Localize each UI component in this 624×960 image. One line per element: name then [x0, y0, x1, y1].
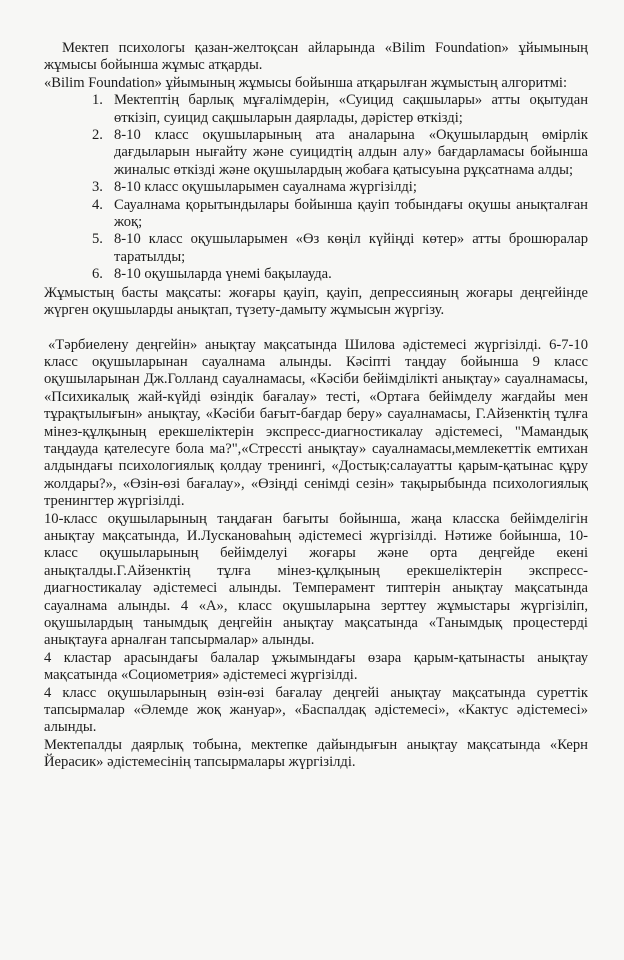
list-item: [92, 266, 588, 283]
goal-paragraph: Жұмыстың басты мақсаты: жоғары қауіп, қауіп, депрессияның жоғары деңгейінде жүрген оқушыларды анықтап, түзету-дамыту жұмысын жүргізу.: [44, 284, 588, 319]
list-number: 2.: [92, 127, 103, 144]
list-item: [92, 92, 588, 127]
list-text: 8-10 класс оқушыларымен «Өз көңіл күйіңді көтер» атты брошюралар таратылды;: [114, 231, 588, 265]
list-number: 3.: [92, 179, 103, 196]
intro-section: [44, 40, 588, 92]
algorithm-heading: «Bilim Foundation» ұйымының жұмысы бойынша атқарылған жұмыстың алгоритмі:: [44, 74, 568, 91]
list-item: [92, 196, 588, 232]
methods-paragraph: 4 класс оқушыларының өзін-өзі бағалау деңгейі анықтау мақсатында суреттік тапсырмалар «Әлемде жоқ жануар», «Баспалдақ әдістемесі», «Кактус әдістемесі» алынды.: [44, 684, 588, 736]
list-number: 1.: [92, 92, 103, 109]
list-text: 8-10 класс оқушыларының ата аналарына «Оқушылардың өмірлік дағдыларын нығайту және суицидтің алдын алу» бағдарламасы бойынша жиналыс өткізді және оқушылардың жобаға қатысуына рұқсатнама алды;: [114, 127, 588, 178]
methods-section: [44, 337, 588, 772]
methods-paragraph: 10-класс оқушыларының таңдаған бағыты бойынша, жаңа класска бейімделігін анықтау мақсатында, И.Лускановаһың әдістемесі жүргізілді. Нәтиже бойынша, 10-класс оқушыларының бейімделуі жоғары және орта деңгейде екені анықталды.Г.Айзенктің тұлға мінез-құлқының ерекшеліктерін экспресс-диагностикалау әдістемесі алынды. Темперамент типтерін анықтау мақсатында сауалнама алынды. 4 «А», класс оқушыларына зерттеу жұмыстары жүргізіліп, оқушылардың танымдық деңгейін анықтау мақсатында «Танымдық процестерді анықтауға арналған тапсырмалар» алынды.: [44, 510, 588, 649]
list-text: 8-10 класс оқушыларымен сауалнама жүргізілді;: [114, 179, 417, 196]
list-number: 6.: [92, 266, 103, 283]
list-text: Мектептің барлық мұғалімдерін, «Суицид сақшылары» атты оқытудан өткізіп, суицид сақшыларын даярлады, дәрістер өткізді;: [114, 92, 588, 126]
methods-paragraph: Мектепалды даярлық тобына, мектепке дайындығын анықтау мақсатында «Керн Йерасик» әдістемесінің тапсырмалары жүргізілді.: [44, 736, 588, 771]
list-item: [92, 231, 588, 266]
list-number: 5.: [92, 231, 103, 248]
list-item: [92, 179, 588, 196]
list-text: Сауалнама қорытындылары бойынша қауіп тобындағы оқушы анықталған жоқ;: [114, 196, 588, 231]
algorithm-list: [44, 92, 588, 283]
methods-paragraph: «Тәрбиелену деңгейін» анықтау мақсатында Шилова әдістемесі жүргізілді. 6-7-10 класс оқушыларынан сауалнама алынды. Кәсіпті таңдау бойынша 9 класс оқушыларынан Дж.Голланд сауалнамасы, «Кәсіби бейімділікті анықтау» сауалнамасы, «Психикалық жай-күйді өзіндік бағалау» тесті, «Ортаға бейімделу жағдайы мен тұрақтылығын» анықтау, «Кәсіби бағыт-бағдар беру» сауалнамасы, Г.Айзенктің тұлға мінез-құлқының ерекшеліктерін экспресс-диагностикалау әдістемесі, "Мамандық таңдауда қателесуге бола ма?",«Стрессті анықтау» сауалнамасы,мемлекеттік емтихан алдындағы психологиялық қолдау тренингі, «Достық:салауатты қарым-қатынас құру жолдары?», «Өзін-өзі бағалау», «Өзіңді сенімді сезін» тақырыбында психологиялық тренингтер жүргізілді.: [44, 336, 588, 510]
list-number: 4.: [92, 196, 103, 213]
methods-paragraph: 4 кластар арасындағы балалар ұжымындағы өзара қарым-қатынасты анықтау мақсатында «Социометрия» әдістемесі жүргізілді.: [44, 649, 588, 684]
list-text: 8-10 оқушыларда үнемі бақылауда.: [114, 266, 332, 283]
intro-paragraph: Мектеп психологы қазан-желтоқсан айларында «Bilim Foundation» ұйымының жұмысы бойынша жұмыс атқарды.: [44, 40, 588, 74]
section-gap: [44, 320, 588, 337]
list-item: [92, 127, 588, 179]
